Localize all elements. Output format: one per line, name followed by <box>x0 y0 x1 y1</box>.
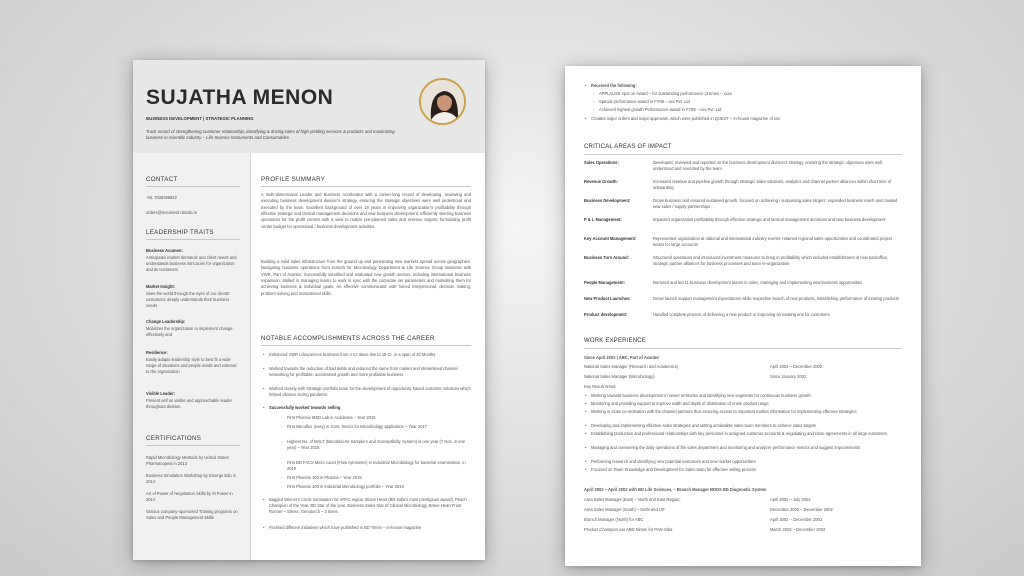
role-title: Product Champion xxx ABD Nimmi for PAN India <box>584 527 673 532</box>
kra-item: • Developing and implementing effective sales strategies and setting achievable sales team members to achieve sales targets <box>591 423 903 429</box>
impact-desc: Represented organization at national and international industry events; retained regional sales opportunities and coordinated project teams for large accounts <box>653 236 892 248</box>
impact-label: Revenue Growth: <box>584 179 618 184</box>
role-dates: December 2002 – December 2002 <box>770 507 833 512</box>
profile-rule <box>261 186 471 187</box>
kra-item: • Establishing productive and professional relationships with key personnel in assigned customer accounts & negotiating and close agreements in all large customers <box>591 431 903 437</box>
received-sub-item: ◦ APPLAUSE spot on Award – for outstanding performance (3 times – xxxx <box>599 91 899 97</box>
resume-page-1 <box>133 60 485 560</box>
profile-paragraph-1: A multi-dimensional Leader and Business Accelerator with a career-long record of developing, reviewing and executing business development division's strategy, ensuring the strategic objectives were well understood and executed by the team. Excellent background of over 19 years in improving organization's profitability through effective strategic and tactical management decisions and new business development. Efficiently steering business operations for the profit centers with a view to realize pre-planned sales and revenue targets; formulating profit center budget for operational / business development activities. <box>261 192 471 229</box>
kra-item: • Working in close co-ordination with the channel partners thus ensuring access to important market information for implementing effective strategies <box>591 409 903 415</box>
cert-item: Rapid Microbiology Methods by United States Pharmacopeia in 2013 <box>146 455 229 467</box>
impact-desc: Drove business and ensured sustained growth, focused on achieving / surpassing sales targets; expanded business reach and created new sales / supply partnerships <box>653 198 898 210</box>
role-title: Area Sales Manager (East) – North and East Region; <box>584 497 681 502</box>
role-title: National Sales Manager (Research and Academics) <box>584 364 678 369</box>
trait-text: Easily adapts leadership style to best fit a wide range of situations and people inside and external to the organization <box>146 357 237 375</box>
trait-head: Change Leadership: <box>146 319 186 324</box>
role-dates: April 2002 – December 2002 <box>770 517 823 522</box>
kra-item: • Focused on Team Knowledge and Development for Sales team for effective selling process <box>591 467 903 473</box>
role-title: Branch Manager (North) for ABC <box>584 517 644 522</box>
selling-sub-item: ◦ First Microflex (easy) in Govt. Sector for Microbiology application – Year 2017 <box>287 424 471 430</box>
role-dates: Since January 2002 <box>770 374 807 379</box>
cert-item: Art of Power of Negotiation Skills by M Power in 2014 <box>146 491 233 503</box>
impact-desc: Nurtured and led 11 business development teams in sales, managing and implementing new business opportunities <box>653 280 863 285</box>
role-dates: April 2002 – December 2002 <box>770 364 823 369</box>
accomplishment-item: • Bagged Winner's Circle nomination for APAC region, Brave Heart (BD India's most prestigious award), Peach Champion of the Year, BD Star of the year, Business Sales Star of Clinical Microbiology, Brave Heart Front Runner – Stress, Genotorch – 3 times <box>269 497 471 515</box>
column-divider <box>250 153 251 560</box>
received-heading: • Received the following: <box>591 83 903 89</box>
received-sub-item: ◦ Achieved highest growth Performance award in FY08 – xxx Pvt. Ltd <box>599 107 899 113</box>
selling-sub-item: ◦ First Phoenix 100 in Industrial Microbiology portfolio – Year 2019 <box>287 484 471 490</box>
impact-label: People Management: <box>584 280 625 285</box>
profile-photo <box>419 78 466 125</box>
impact-desc: Handled complete process of delivering a new product or improving an existing one for customers <box>653 312 830 317</box>
trait-text: Mobilizes the organization to implement change effectively and <box>146 326 233 338</box>
trait-head: Visible Leader: <box>146 391 176 396</box>
profile-paragraph-2: Building a solid sales infrastructure from the ground up and penetrating new markets spread across geographies. Navigating business operations from scratch for Microbiology Department & Life Science Group Business with VWR, Part of Avantor. Successfully identified and evaluated new growth sectors, including international business expansion. Skilled in managing teams to work in sync with the corporate set parameters and motivating them for achieving business & individual goals. An effective communicator with honed interpersonal, decision making, problem solving and motivational skills. <box>261 259 471 296</box>
impact-label: Product development: <box>584 312 628 317</box>
cert-item: Business Simulation Workshop by Emerge Edu in 2014 <box>146 473 237 485</box>
critical-areas-rule <box>584 154 902 155</box>
trait-text: Sees the world through the eyes of our clients' customers; deeply understands their business needs <box>146 291 230 309</box>
selling-sub-item: ◦ First Phoenix 100 in Pharma – Year 2019 <box>287 475 471 481</box>
accomplishment-item: • Worked closely with Strategic portfolio team for the development of opportunity based customer solutions which helped division during pandemic <box>269 386 471 398</box>
accomplishments-title: NOTABLE ACCOMPLISHMENTS ACROSS THE CAREER <box>261 335 435 342</box>
kra-item: • Performing research and identifying new potential customers and new market opportunities <box>591 459 903 465</box>
trait-head: Resilience: <box>146 350 168 355</box>
impact-desc: Structured operations and introduced investment measures to bring in profitability which included establishment of new backoffice, strategic partner alliances for business processes and team re-organization <box>653 255 889 267</box>
accomplishment-item: • Successfully worked towards selling <box>269 405 471 411</box>
impact-desc: Drove launch support management expectations while respective launch of new products, establishing performance of existing products <box>653 296 899 301</box>
impact-desc: Increased revenue and pipeline growth through strategic sales solutions, analytics and channel partner alliances within short time of onboarding <box>653 179 892 191</box>
accomplishment-item: • Enhanced VWR Lifesciences business from 4 Cr. Base line to 19 Cr. in a span of 20 Months <box>269 352 471 358</box>
contact-title: CONTACT <box>146 176 178 183</box>
contact-email[interactable]: orders@resumesin.bindia.in <box>146 210 198 215</box>
certifications-title: CERTIFICATIONS <box>146 435 202 442</box>
role-title: Area Sales Manager (South) – Delhi and UP <box>584 507 665 512</box>
selling-sub-item: ◦ First Phoenix MSD Lab in Academia – Year 2015 <box>287 415 471 421</box>
role-dates: March 2002 – December 2002 <box>770 527 826 532</box>
candidate-name: SUJATHA MENON <box>146 86 334 109</box>
profile-summary-title: PROFILE SUMMARY <box>261 176 326 183</box>
received-sub-item: ◦ Special performance award in FY09 – xxx Pvt. Ltd <box>599 99 899 105</box>
candidate-subtitle: BUSINESS DEVELOPMENT | STRATEGIC PLANNING <box>146 116 254 121</box>
accomplishments-rule <box>261 345 471 346</box>
work-experience-rule <box>584 348 902 349</box>
received-last-item: • Created major orders and major approvals, which were published in QUEST – In-house magazine of xxx <box>591 116 903 122</box>
impact-label: New Product Launches: <box>584 296 631 301</box>
accomplishment-item: • Finished different initiatives which have published in BD Times – In-house magazine <box>269 525 471 531</box>
candidate-tagline: Track record of strengthening customer relationship, identifying & driving sales of high-yielding services & products and maximizing business in scientific industry – Life Science Instruments and Consumables <box>146 129 395 141</box>
traits-rule <box>146 239 240 240</box>
trait-text: Anticipates market demands and client needs and understands business intricacies for organization and its customers <box>146 255 237 273</box>
impact-label: Business Development: <box>584 198 631 203</box>
key-result-areas-label: Key Result Areas: <box>584 384 617 389</box>
impact-label: P & L Management: <box>584 217 622 222</box>
contact-rule <box>146 186 240 187</box>
trait-head: Business Acumen: <box>146 248 183 253</box>
critical-areas-title: CRITICAL AREAS OF IMPACT <box>584 144 672 150</box>
impact-label: Business Turn Around: <box>584 255 630 260</box>
impact-desc: Developed, reviewed and reported on the business development division's strategy, ensuring the strategic objectives were well understood and executed by the team <box>653 160 882 172</box>
role-title: National Sales Manager (Microbiology) <box>584 374 655 379</box>
kra-item: • Managing and overseeing the daily operations of the sales department and monitoring and analyzer performance metrics and suggest improvements <box>591 445 903 451</box>
impact-desc: Impacted organization profitability through effective strategic and tactical management decisions and new business development <box>653 217 886 222</box>
trait-text: Present self as visible and approachable leader throughout division. <box>146 398 233 410</box>
certs-rule <box>146 445 240 446</box>
employment-period: Since April 2002 | ABC, Part of Avantor <box>584 355 660 360</box>
role-dates: April 2002 – July 2002 <box>770 497 811 502</box>
impact-label: Key Account Management: <box>584 236 637 241</box>
selling-sub-item: ◦ First BD FACS Micro count (Flow cytometer) in Industrial Microbiology for bacterial enumeration, in 2019 <box>287 460 471 472</box>
kra-item: • Monitoring and providing support to improve width and depth of distribution of entire product range <box>591 401 903 407</box>
kra-item: • Working towards business development in newer territories and identifying new segments for continuous business growth <box>591 393 903 399</box>
trait-head: Market Insight: <box>146 284 176 289</box>
accomplishment-item: • Worked towards the reduction of bad debts and reduced the same from market and streamlined channel networking for profitable, accelerated growth and more profitable business <box>269 366 471 378</box>
work-experience-title: WORK EXPERIENCE <box>584 338 647 344</box>
employment-period: April 2002 – April 2002 with BD Life Sciences, – Branch Manager BDDS BD Diagnostic System <box>584 487 767 492</box>
contact-phone: +91 7838395822 <box>146 195 177 200</box>
impact-label: Sales Operations: <box>584 160 619 165</box>
cert-item: Various company-sponsored Training programs on Sales and People Management Skills <box>146 509 238 521</box>
resume-page-2 <box>565 66 921 566</box>
selling-sub-item: ◦ Highest No. of MALT (Microbial Air Samplers and Susceptibility System) in one year (7 Nos. in one year) – Year 2019 <box>287 439 471 451</box>
leadership-traits-title: LEADERSHIP TRAITS <box>146 229 214 236</box>
